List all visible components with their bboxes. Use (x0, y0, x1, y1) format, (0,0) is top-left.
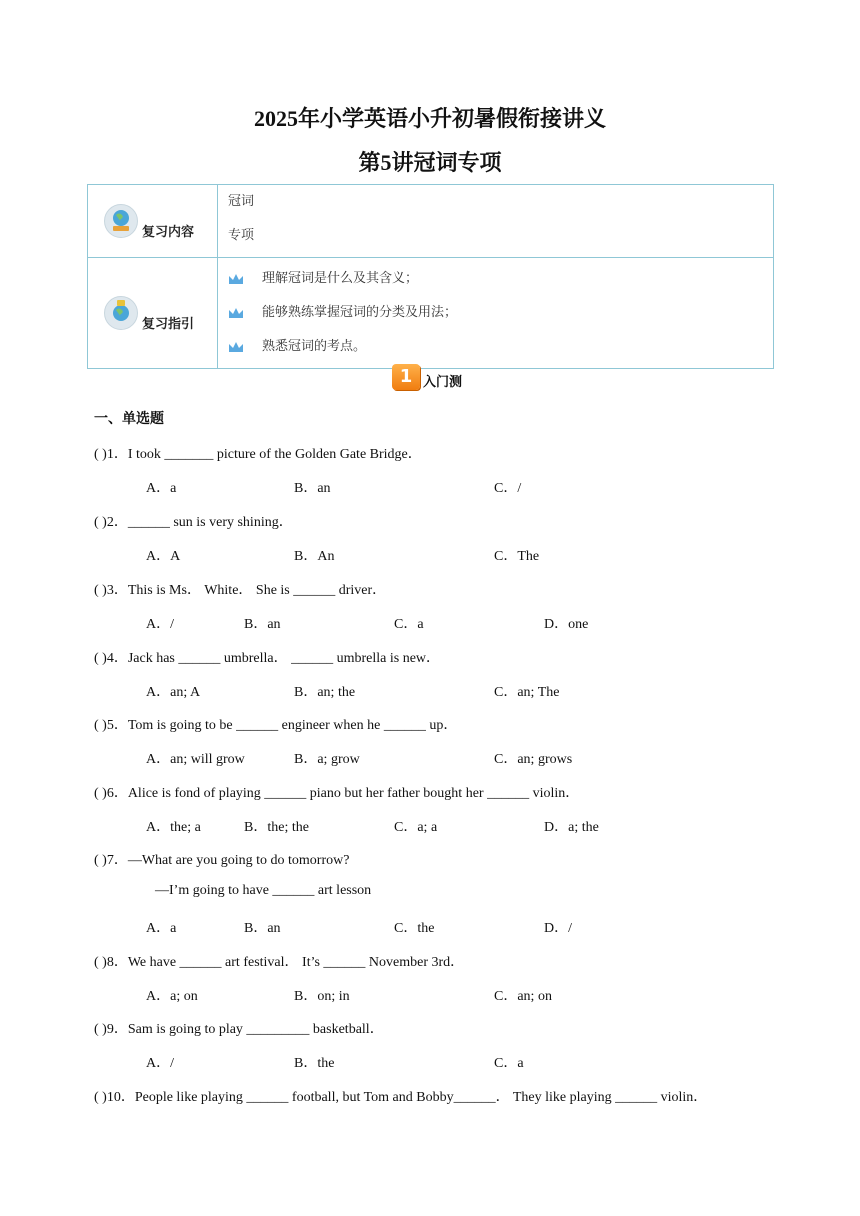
review-content-label: 复习内容 (142, 224, 195, 240)
crown-bullet-icon (228, 341, 244, 353)
option-b: B．An (294, 549, 335, 564)
option-a: A．the; a (146, 820, 201, 835)
crown-bullet-icon (228, 273, 244, 285)
option-b: B．the (294, 1056, 335, 1071)
option-c: C．a (494, 1056, 524, 1071)
page-title: 2025年小学英语小升初暑假衔接讲义 (253, 106, 606, 131)
guide-item-text: 理解冠词是什么及其含义； (262, 271, 419, 286)
option-b: B．the; the (244, 820, 309, 835)
question-7-reply: —I’m going to have ______ art lesson (155, 883, 372, 898)
option-a: A．a (146, 481, 177, 496)
option-c: C．a (394, 617, 424, 632)
globe-trophy-icon (104, 296, 138, 330)
question-10: ( )10．People like playing ______ football, but Tom and Bobby______． They like playing ______ violin． (94, 1090, 708, 1105)
option-c: C．the (394, 921, 435, 936)
option-c: C．an; The (494, 685, 560, 700)
section-title: 一、单选题 (94, 411, 164, 427)
review-content-cell (218, 185, 774, 258)
guide-item (228, 330, 763, 364)
question-5: ( )5．Tom is going to be ______ engineer when he ______ up． (94, 718, 458, 733)
review-content-line: 冠词 (228, 194, 255, 209)
option-d: D．/ (544, 921, 572, 936)
question-6: ( )6．Alice is fond of playing ______ piano but her father bought her ______ violin． (94, 786, 580, 801)
guide-item (228, 262, 763, 296)
option-b: B．on; in (294, 989, 350, 1004)
option-b: B．an (244, 617, 281, 632)
crown-bullet-icon (228, 307, 244, 319)
guide-item-text: 熟悉冠词的考点。 (262, 339, 367, 354)
option-a: A．an; will grow (146, 752, 245, 767)
globe-book-icon (104, 204, 138, 238)
question-1: ( )1．I took _______ picture of the Golden Gate Bridge． (94, 447, 422, 462)
question-8: ( )8．We have ______ art festival． It’s ______ November 3rd． (94, 955, 465, 970)
option-a: A．/ (146, 617, 174, 632)
entry-test-heading (392, 364, 462, 390)
guide-item (228, 296, 763, 330)
option-c: C．/ (494, 481, 522, 496)
guide-item-text: 能够熟练掌握冠词的分类及用法； (262, 305, 458, 320)
question-9: ( )9．Sam is going to play _________ basketball． (94, 1022, 384, 1037)
option-b: B．an (294, 481, 331, 496)
option-b: B．an; the (294, 685, 356, 700)
lesson-subtitle: 第5讲冠词专项 (358, 150, 502, 175)
option-a: A．an; A (146, 685, 201, 700)
option-a: A．A (146, 549, 181, 564)
option-b: B．an (244, 921, 281, 936)
question-4: ( )4．Jack has ______ umbrella． ______ umbrella is new． (94, 651, 441, 666)
number-one-badge-icon: 1 (392, 364, 420, 390)
option-d: D．one (544, 617, 589, 632)
review-guide-cell (218, 258, 774, 369)
option-a: A．a (146, 921, 177, 936)
option-b: B．a; grow (294, 752, 360, 767)
review-content-label-cell (88, 185, 218, 258)
review-table (87, 184, 774, 369)
entry-test-label: 入门测 (423, 375, 463, 390)
option-a: A．/ (146, 1056, 174, 1071)
review-content-line: 专项 (228, 228, 255, 243)
option-d: D．a; the (544, 820, 599, 835)
option-c: C．an; grows (494, 752, 573, 767)
review-guide-label-cell (88, 258, 218, 369)
option-c: C．an; on (494, 989, 552, 1004)
review-guide-label: 复习指引 (142, 316, 195, 332)
option-c: C．a; a (394, 820, 438, 835)
question-7: ( )7．—What are you going to do tomorrow? (94, 853, 350, 868)
question-2: ( )2．______ sun is very shining． (94, 515, 293, 530)
option-a: A．a; on (146, 989, 198, 1004)
question-3: ( )3．This is Ms． White． She is ______ driver． (94, 583, 387, 598)
option-c: C．The (494, 549, 540, 564)
